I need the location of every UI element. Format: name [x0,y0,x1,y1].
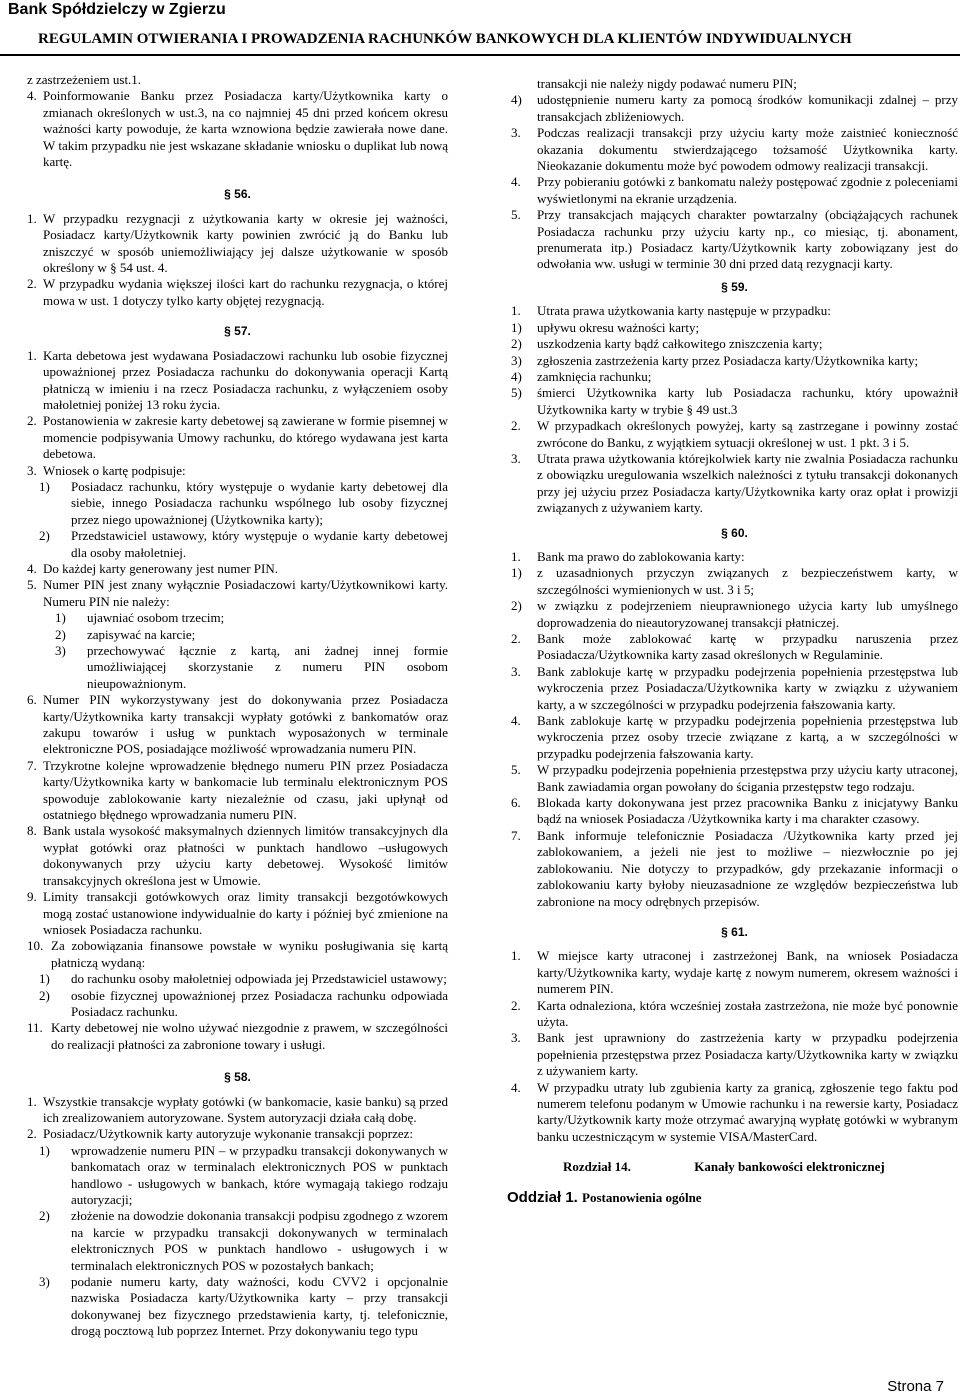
item-text: osobie fizycznej upoważnionej przez Posiadacza rachunku odpowiada Posiadacz rachunku. [71,987,448,1019]
item-text: Wniosek o kartę podpisuje: [43,462,186,478]
item-text: podanie numeru karty, daty ważności, kodu CVV2 i opcjonalnie nazwiska Posiadacza karty/Użytkownika karty – przy transakcji dokonywanej bez fizycznego przedstawienia karty, tj. telefonicznie, drogą pocztową lub poprzez Internet. Przy dokonywaniu tego typu [71,1274,448,1339]
paragraph-item [511,1030,958,1079]
item-number: 1. [511,303,521,319]
item-number: 4. [27,560,37,576]
item-text: z uzasadnionych przyczyn związanych z bezpieczeństwem karty, w szczególności wymienionych w ust. 3 i 5; [537,565,958,597]
paragraph-item [27,577,448,610]
item-number: 1. [511,948,521,964]
section-57-item-5-subitems [27,610,448,692]
sub-item [27,627,448,643]
item-text: Posiadacz rachunku, który występuje o wydanie karty debetowej dla siebie, innego Posiadacza rachunku wspólnego lub osoby fizycznej przez niego upoważnionej (Użytkownika karty); [71,478,448,527]
paragraph-item [27,88,448,170]
item-number: 9. [27,889,37,905]
section-58-item-2-subitems [27,1143,448,1340]
item-text: Karta debetowa jest wydawana Posiadaczowi rachunku lub osobie fizycznej upoważnionej przez Posiadacza rachunku do dokonywania operacji Kartą płatniczą w imieniu i na rzecz Posiadacza rachunku, z wyłączeniem osoby małoletniej poniżej 13 roku życia. [43,347,448,412]
item-number: 4. [511,1079,521,1095]
paragraph-item [27,1020,448,1053]
paragraph-item [27,211,448,277]
item-text: W przypadku wydania większej ilości kart do rachunku rezygnacja, o której mowa w ust. 1 dotyczy tylko karty objętej rezygnacją. [43,276,448,308]
item-text: Bank ma prawo do zablokowania karty: [537,548,745,564]
item-text: Bank ustala wysokość maksymalnych dziennych limitów transakcyjnych dla wypłat gotówki oraz płatności w punktach handlowo –usługowych dokonywanych przy użyciu karty debetowej. Wysokość limitów transakcyjnych określona jest w Umowie. [43,823,448,888]
paragraph-item [27,823,448,889]
paragraph-item [27,463,448,479]
item-text: zgłoszenia zastrzeżenia karty przez Posiadacza karty/Użytkownika karty; [537,352,919,368]
sub-item [511,369,958,385]
item-number: 11. [27,1020,43,1036]
paragraph-item [27,938,448,971]
item-number: 4) [511,92,522,108]
item-number: 1) [511,319,522,335]
item-number: 7. [511,827,521,843]
right-column [507,76,958,1206]
section-59-item-1-subitems [511,320,958,418]
item-number: 3. [511,1030,521,1046]
item-text: Trzykrotne kolejne wprowadzenie błędnego numeru PIN przez Posiadacza karty/Użytkownika karty w bankomacie lub terminalu elektronicznym POS spowoduje zablokowanie karty niezależnie od czasu, jaki upłynął od ostatniego błędnego wprowadzania numeru PIN. [43,757,448,823]
section-60-items-2-7 [511,631,958,910]
paragraph-item [511,828,958,910]
section-number: 57. [234,324,251,339]
division-number: Oddział 1. [507,1188,578,1206]
paragraph-item [27,561,448,577]
paragraph-item [511,713,958,762]
sub-item [27,610,448,626]
sub-item [511,565,958,598]
item-text: Za zobowiązania finansowe powstałe w wyniku posługiwania się kartą płatniczą wydaną: [51,938,448,970]
sub-item [27,479,448,528]
paragraph-item [511,549,958,565]
item-number: 3) [55,643,66,658]
item-number: 2. [511,418,521,434]
item-number: 2) [39,1208,50,1224]
section-57-items-6-9 [27,692,448,938]
item-text: Przedstawiciel ustawowy, który występuje o wydanie karty debetowej dla osoby małoletniej. [71,528,448,560]
item-text: do rachunku osoby małoletniej odpowiada jej Przedstawiciel ustawowy; [71,971,447,987]
paragraph-item [511,948,958,997]
header-rule [0,54,960,56]
sub-item [27,528,448,561]
item-number: 3. [511,450,521,466]
item-text: Limity transakcji gotówkowych oraz limity transakcji bezgotówkowych mogą zostać ustanowione indywidualnie do karty i później być zmienione na wniosek Posiadacza rachunku. [43,889,448,937]
item-number: 3. [511,663,521,679]
item-text: Karta odnaleziona, która wcześniej została zastrzeżona, nie może być ponownie użyta. [537,997,958,1029]
item-text: przechowywać łącznie z kartą, ani żadnej innej formie umożliwiającej skorzystanie z numeru PIN osobom nieupoważnionym. [87,643,448,691]
sub-item [27,988,448,1021]
division-title: Postanowienia ogólne [582,1189,702,1205]
item-number: 4. [511,713,521,729]
item-text: Bank może zablokować kartę w przypadku naruszenia przez Posiadacza/Użytkownika karty zasad określonych w Regulaminie. [537,631,958,663]
item-number: 2. [511,631,521,646]
item-text: Bank zablokuje kartę w przypadku podejrzenia popełnienia przestępstwa lub wykroczenia przez Posiadacza/Użytkownika karty w związku z używaniem karty, a w szczególności w przypadku podejrzenia fałszowania karty. [537,663,958,712]
item-number: 1. [27,210,37,226]
item-text: Utrata prawa użytkowania którejkolwiek karty nie zwalnia Posiadacza rachunku z obowiązku uregulowania wszelkich należności z tytułu transakcji dokonanych przy jej użyciu przez Posiadacza karty/Użytkownika karty oraz opłat i prowizji związanych z używaniem karty. [537,450,958,516]
regulation-title: REGULAMIN OTWIERANIA I PROWADZENIA RACHUNKÓW BANKOWYCH DLA KLIENTÓW INDYWIDUALNYCH [38,31,852,47]
item-number: 5. [511,762,521,778]
item-text: złożenie na dowodzie dokonania transakcji podpisu zgodnego z wzorem na karcie w przypadku transakcji dokonywanych w terminalach elektronicznych POS w punktach handlowo - usługowych i w terminalach elektronicznych POS w pozostałych bankach; [71,1208,448,1273]
section-56-items [27,211,448,309]
item-text: Podczas realizacji transakcji przy użyciu karty może zaistnieć konieczność okazania dokumentu stwierdzającego tożsamość Użytkownika karty. Nieokazanie dokumentu może być powodem odmowy realizacji transakcji. [537,125,958,174]
item-number: 7. [27,757,37,773]
paragraph-item [27,1126,448,1142]
left-column [27,72,448,1340]
section-61-items [511,948,958,1145]
item-number: 1) [39,478,50,494]
bank-name: Bank Spółdzielczy w Zgierzu [8,1,226,18]
item-text: W miejsce karty utraconej i zastrzeżonej Bank, na wniosek Posiadacza karty/Użytkownika karty, wydaje kartę z nowym numerem, okresem ważności i numerem PIN. [537,948,958,997]
section-heading-56: § 56. [224,187,251,202]
item-number: 2. [511,997,521,1013]
item-text: uszkodzenia karty bądź całkowitego zniszczenia karty; [537,336,823,352]
item-text: Przy transakcjach mających charakter powtarzalny (obciążających rachunek Posiadacza rachunku przy użyciu karty np., co miesiąc, tj. abonament, prenumerata itp.) Posiadacz karty/Użytkownik karty zobowiązany jest do odwołania ww. usługi w terminie 30 dni przed datą rezygnacji karty. [537,207,958,272]
item-number: 4. [511,174,521,190]
paragraph-item [27,413,448,462]
item-text: Utrata prawa użytkowania karty następuje w przypadku: [537,303,831,319]
item-number: 2) [511,336,522,352]
item-text: Numer PIN wykorzystywany jest do dokonywania przez Posiadacza karty/Użytkownika karty transakcji wypłaty gotówki z bankomatów oraz zakupu towarów i usług w punktach wyposażonych w terminale elektroniczne POS, posiadające możliwość wprowadzania numeru PIN. [43,692,448,757]
paragraph-item [511,418,958,451]
paragraph-item [27,276,448,309]
item-number: 2. [27,276,37,292]
continued-line: transakcji nie należy nigdy podawać numeru PIN; [537,76,797,91]
section-number: 60. [731,525,748,540]
sub-item [511,353,958,369]
item-text: upływu okresu ważności karty; [537,319,700,335]
section-number: 58. [234,1070,251,1085]
item-text: w związku z podejrzeniem nieuprawnionego użycia karty lub umyślnego doprowadzenia do nieautoryzowanej transakcji płatniczej. [537,598,958,630]
item-number: 2) [39,987,50,1003]
sub-item [511,598,958,631]
item-text: zapisywać na karcie; [87,626,196,642]
paragraph-item [27,1094,448,1127]
chapter-number: Rozdział 14. [563,1159,631,1175]
item-number: 2) [55,626,66,642]
section-57-item-3-subitems [27,479,448,561]
sub-item [511,385,958,418]
item-number: 1) [511,565,522,581]
item-number: 1. [511,548,521,564]
section-59-items-2-3 [511,418,958,516]
item-text: Posiadacz/Użytkownik karty autoryzuje wykonanie transakcji poprzez: [43,1126,414,1142]
section-number: 61. [731,924,748,939]
paragraph-item [511,174,958,207]
section-number: 56. [234,187,251,202]
item-number: 6. [27,692,37,708]
item-number: 2. [27,1126,37,1142]
item-text: Bank jest uprawniony do zastrzeżenia karty w przypadku podejrzenia popełnienia przestępstwa przez Posiadacza karty/Użytkownika karty w związku z używaniem karty. [537,1030,958,1079]
item-number: 3) [511,352,522,368]
sub-item [511,336,958,352]
section-heading-59: § 59. [721,279,748,294]
page-number: Strona 7 [887,1378,944,1395]
item-text: Wszystkie transakcje wypłaty gotówki (w bankomacie, kasie banku) są przed ich zrealizowaniem autoryzowane. System autoryzacji działa całą dobę. [43,1093,448,1125]
item-text: Poinformowanie Banku przez Posiadacza karty/Użytkownika karty o zmianach określonych w ust.3, na co najmniej 45 dni przed końcem okresu ważności karty powoduje, że karta wznowiona będzie zawierała nowe dane. W takim przypadku nie jest wskazane składanie wniosku o duplikat lub nową kartę. [43,88,448,170]
paragraph-item [511,303,958,319]
paragraph-item [511,762,958,795]
division-heading [507,1190,958,1206]
paragraph-item [511,998,958,1031]
item-number: 2. [27,413,37,429]
item-text: W przypadku podejrzenia popełnienia przestępstwa przy użyciu karty utraconej, Bank zawiadamia organ powołany do ścigania przestępstw tego rodzaju. [537,762,958,794]
paragraph-item [27,889,448,938]
item-number: 5. [27,577,37,593]
paragraph-item [511,207,958,273]
item-number: 1) [39,1142,50,1158]
intro-line: z zastrzeżeniem ust.1. [27,72,142,87]
item-number: 2) [511,598,522,614]
item-text: Postanowienia w zakresie karty debetowej są zawierane w formie pisemnej w momencie podpisywania Umowy rachunku, do którego wydawana jest karta debetowa. [43,413,448,462]
item-text: Przy pobieraniu gotówki z bankomatu należy postępować zgodnie z poleceniami wyświetlonymi na ekranie urządzenia. [537,174,958,206]
item-number: 5. [511,207,521,223]
item-text: Bank zablokuje kartę w przypadku podejrzenia popełnienia przestępstwa lub wykroczenia przez osoby trzecie związane z kartą, a w szczególności w przypadku podejrzenia fałszowania karty. [537,713,958,761]
section-heading-61: § 61. [721,924,748,939]
sub-item [27,1208,448,1274]
item-number: 8. [27,823,37,839]
section-heading-60: § 60. [721,525,748,540]
item-number: 1. [27,1093,37,1109]
item-number: 3. [511,125,521,141]
item-number: 5) [511,385,522,401]
paragraph-item [511,664,958,713]
item-number: 4. [27,88,37,104]
sub-item [27,1274,448,1340]
continued-subitems [511,92,958,125]
paragraph-item [511,795,958,828]
section-58-items-3-5 [511,125,958,273]
sub-item [511,320,958,336]
item-text: śmierci Użytkownika karty lub Posiadacza rachunku, który upoważnił Użytkownika karty w trybie § 49 ust.3 [537,385,958,417]
section-number: 59. [731,279,748,294]
sub-item [511,92,958,125]
item-text: W przypadku rezygnacji z użytkowania karty w okresie jej ważności, Posiadacz karty/Użytkownik karty powinien zwrócić ją do Banku lub zniszczyć w sposób uniemożliwiający jej dalsze użytkowanie w sposób określony w § 54 ust. 4. [43,210,448,276]
item-number: 2) [39,528,50,544]
item-text: W przypadku utraty lub zgubienia karty za granicą, zgłoszenie tego faktu pod numerem telefonu podanym w Umowie rachunku i na rewersie karty, Posiadacz karty/Użytkownik karty może otrzymać awaryjną wypłatę gotówki w wybranym banku uczestniczącym w systemie VISA/MasterCard. [537,1079,958,1144]
item-text: Numer PIN jest znany wyłącznie Posiadaczowi karty/Użytkownikowi karty. Numeru PIN nie należy: [43,577,448,609]
item-number: 3. [27,462,37,478]
sub-item [27,971,448,987]
section-heading-58: § 58. [224,1070,251,1085]
paragraph-item [511,1080,958,1146]
item-text: Do każdej karty generowany jest numer PIN. [43,560,279,576]
item-number: 10. [27,938,44,954]
section-57-item-10-subitems [27,971,448,1020]
chapter-title: Kanały bankowości elektronicznej [694,1159,885,1175]
section-heading-57: § 57. [224,324,251,339]
sub-item [27,1143,448,1209]
chapter-heading [511,1159,958,1175]
item-number: 1. [27,347,37,363]
item-text: Blokada karty dokonywana jest przez pracownika Banku z inicjatywy Banku bądź na wniosek Posiadacza /Użytkownika karty i ma charakter czasowy. [537,795,958,827]
paragraph-item [27,758,448,824]
item-text: wprowadzenie numeru PIN – w przypadku transakcji dokonywanych w bankomatach oraz w terminalach elektronicznych POS w punktach handlowo - usługowych w bankach, które wymagają takiego rodzaju autoryzacji; [71,1142,448,1207]
item-text: zamknięcia rachunku; [537,368,652,384]
item-text: W przypadkach określonych powyżej, karty są zastrzegane i powinny zostać zwrócone do Banku, z wyjątkiem sytuacji określonej w ust. 1 pkt. 3 i 5. [537,418,958,450]
item-number: 4) [511,368,522,384]
item-number: 3) [39,1274,50,1290]
item-text: Karty debetowej nie wolno używać niezgodnie z prawem, w szczególności do realizacji płatności za zabronione towary i usługi. [51,1020,448,1052]
item-text: Bank informuje telefonicznie Posiadacza /Użytkownika karty przed jej zablokowaniem, a jeżeli nie jest to możliwe – niezwłocznie po jej zablokowaniu. Nie dotyczy to przypadków, gdy przekazanie informacji o zablokowaniu karty byłoby nieuzasadnione ze względów bezpieczeństwa lub zabronione na mocy odrębnych przepisów. [537,827,958,909]
paragraph-item [27,348,448,414]
item-number: 1) [55,610,66,626]
section-60-item-1-subitems [511,565,958,631]
sub-item [27,643,448,692]
paragraph-item [511,125,958,174]
item-text: ujawniać osobom trzecim; [87,610,225,626]
paragraph-item [511,451,958,517]
item-number: 6. [511,795,521,811]
item-text: udostępnienie numeru karty za pomocą środków komunikacji zdalnej – przy transakcjach zbliżeniowych. [537,92,958,124]
item-number: 1) [39,971,50,987]
paragraph-item [27,692,448,758]
paragraph-item [511,631,958,664]
